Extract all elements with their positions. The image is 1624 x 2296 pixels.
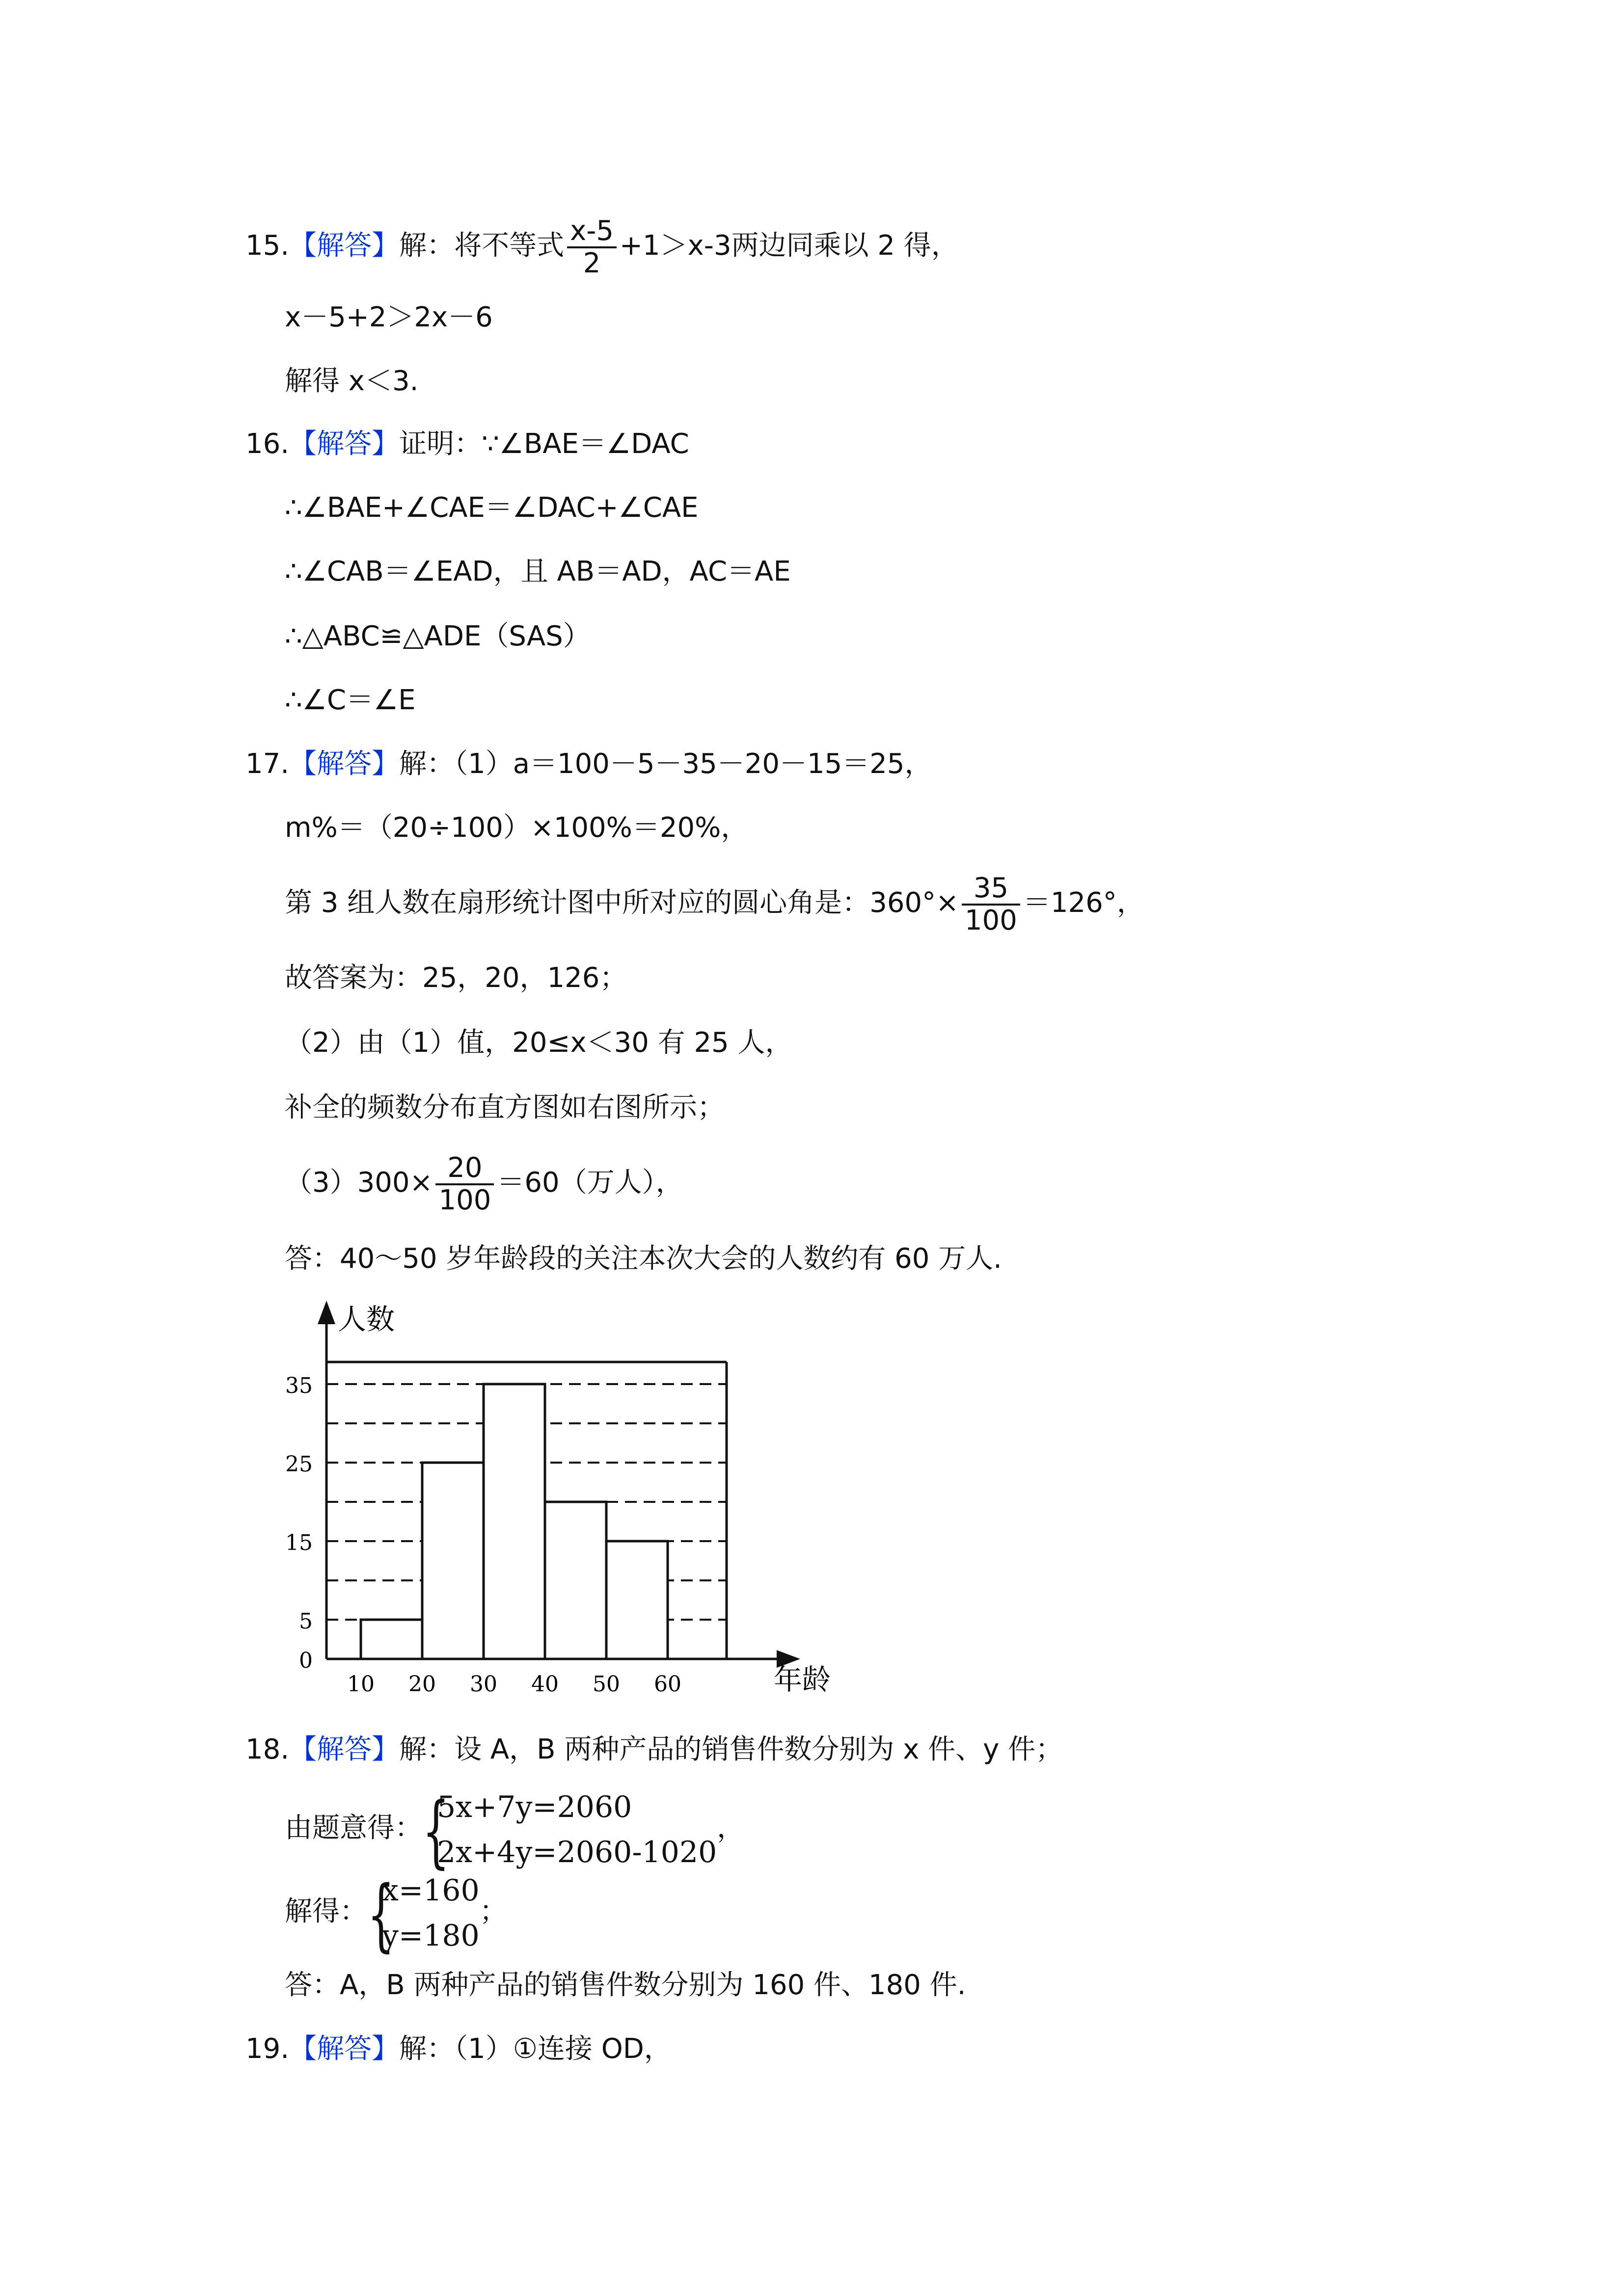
q18-answer: 答：A，B 两种产品的销售件数分别为 160 件、180 件. [285,1969,966,2001]
q17-line2-pre: 第 3 组人数在扇形统计图中所对应的圆心角是：360°× [285,887,959,919]
fraction-numerator: 20 [435,1153,494,1185]
histogram-bar [361,1620,422,1659]
left-brace-icon: { [422,1785,450,1877]
left-brace-icon: { [367,1868,395,1960]
q17-line7: 答：40～50 岁年龄段的关注本次大会的人数约有 60 万人. [285,1243,1002,1275]
fraction-numerator: 35 [962,873,1020,906]
q18-sys2-label: 解得： [285,1896,367,1927]
q17-line3: 故答案为：25，20，126； [285,962,627,994]
answer-tag: 【解答】 [289,748,400,780]
q17-line6 [285,1148,683,1217]
y-axis-title: 人数 [338,1303,395,1336]
histogram-bar [606,1541,668,1659]
q15-fraction [567,216,617,279]
q17-line6-post: ＝60（万人）， [497,1167,683,1199]
question-number: 19. [245,2033,290,2065]
q17-line0: 解：（1）a＝100－5－35－20－15＝25， [399,748,932,780]
q16-header [245,427,689,461]
equation-1: 5x+7y=2060 [437,1789,632,1824]
q15-tail: 两边同乘以 2 得， [731,230,959,262]
histogram-chart [275,1286,864,1728]
q15-lead: 解：将不等式 [399,230,565,262]
q15-after-fraction: +1＞x-3 [620,230,731,262]
y-tick-label: 35 [285,1373,313,1398]
q19-line0: 解：（1）①连接 OD， [399,2033,672,2065]
equation-1: x=160 [382,1873,480,1908]
q15-step1: x－5+2＞2x－6 [285,301,493,333]
q17-fraction-2 [435,1153,494,1216]
x-tick-label: 40 [531,1672,559,1697]
q16-line0: 证明：∵∠BAE＝∠DAC [399,428,689,460]
chart-bars [361,1384,668,1659]
x-tick-label: 20 [408,1672,436,1697]
histogram-bar [484,1384,545,1659]
q19-header [245,2032,672,2066]
q17-line2 [285,869,1144,937]
q18-system2 [285,1865,507,1958]
answer-tag: 【解答】 [289,230,400,262]
q16-line1: ∴∠BAE+∠CAE＝∠DAC+∠CAE [285,492,699,524]
q16-line3: ∴△ABC≌△ADE（SAS） [285,620,591,652]
q18-sys2-tail: ； [479,1896,507,1927]
q17-line1: m%＝（20÷100）×100%＝20%， [285,812,749,844]
y-tick-label: 5 [299,1609,313,1634]
x-tick-label: 60 [654,1672,681,1697]
equation-2: 2x+4y=2060-1020 [437,1835,717,1869]
x-tick-label: 30 [470,1672,497,1697]
equation-system-1 [422,1785,717,1875]
answer-tag: 【解答】 [289,2033,400,2065]
fraction-denominator: 2 [583,247,601,279]
y-tick-label: 15 [285,1530,313,1555]
question-number: 15. [245,230,290,262]
q17-header [245,747,932,781]
fraction-denominator: 100 [965,904,1017,936]
y-tick-label: 0 [299,1648,313,1673]
histogram-bar [545,1502,606,1659]
question-number: 18. [245,1734,290,1765]
q17-fraction [962,873,1020,936]
fraction-numerator: x-5 [567,216,617,248]
x-axis-title: 年龄 [774,1663,831,1696]
q17-line5: 补全的频数分布直方图如右图所示； [285,1092,725,1123]
equation-system-2 [367,1868,480,1958]
q18-sys1-tail: ， [717,1812,745,1844]
q15-header [245,216,959,279]
q17-line2-post: ＝126°， [1023,887,1144,919]
q18-system1 [285,1782,744,1875]
histogram-bar [422,1463,484,1659]
y-tick-label: 25 [285,1452,313,1477]
question-number: 17. [245,748,290,780]
q18-sys1-label: 由题意得： [285,1812,422,1844]
x-tick-label: 10 [347,1672,375,1697]
y-axis-arrow-icon [318,1301,335,1324]
q18-line0: 解：设 A，B 两种产品的销售件数分别为 x 件、y 件； [399,1734,1063,1765]
answer-tag: 【解答】 [289,428,400,460]
fraction-denominator: 100 [438,1184,491,1216]
q15-step2: 解得 x＜3. [285,365,419,397]
x-tick-label: 50 [593,1672,620,1697]
q17-line4: （2）由（1）值，20≤x＜30 有 25 人， [285,1027,793,1059]
q16-line4: ∴∠C＝∠E [285,684,416,716]
q18-header [245,1733,1063,1767]
q16-line2: ∴∠CAB＝∠EAD，且 AB＝AD，AC＝AE [285,556,791,587]
equation-2: y=180 [382,1918,480,1953]
question-number: 16. [245,428,290,460]
q17-line6-pre: （3）300× [285,1167,433,1199]
answer-tag: 【解答】 [289,1734,400,1765]
